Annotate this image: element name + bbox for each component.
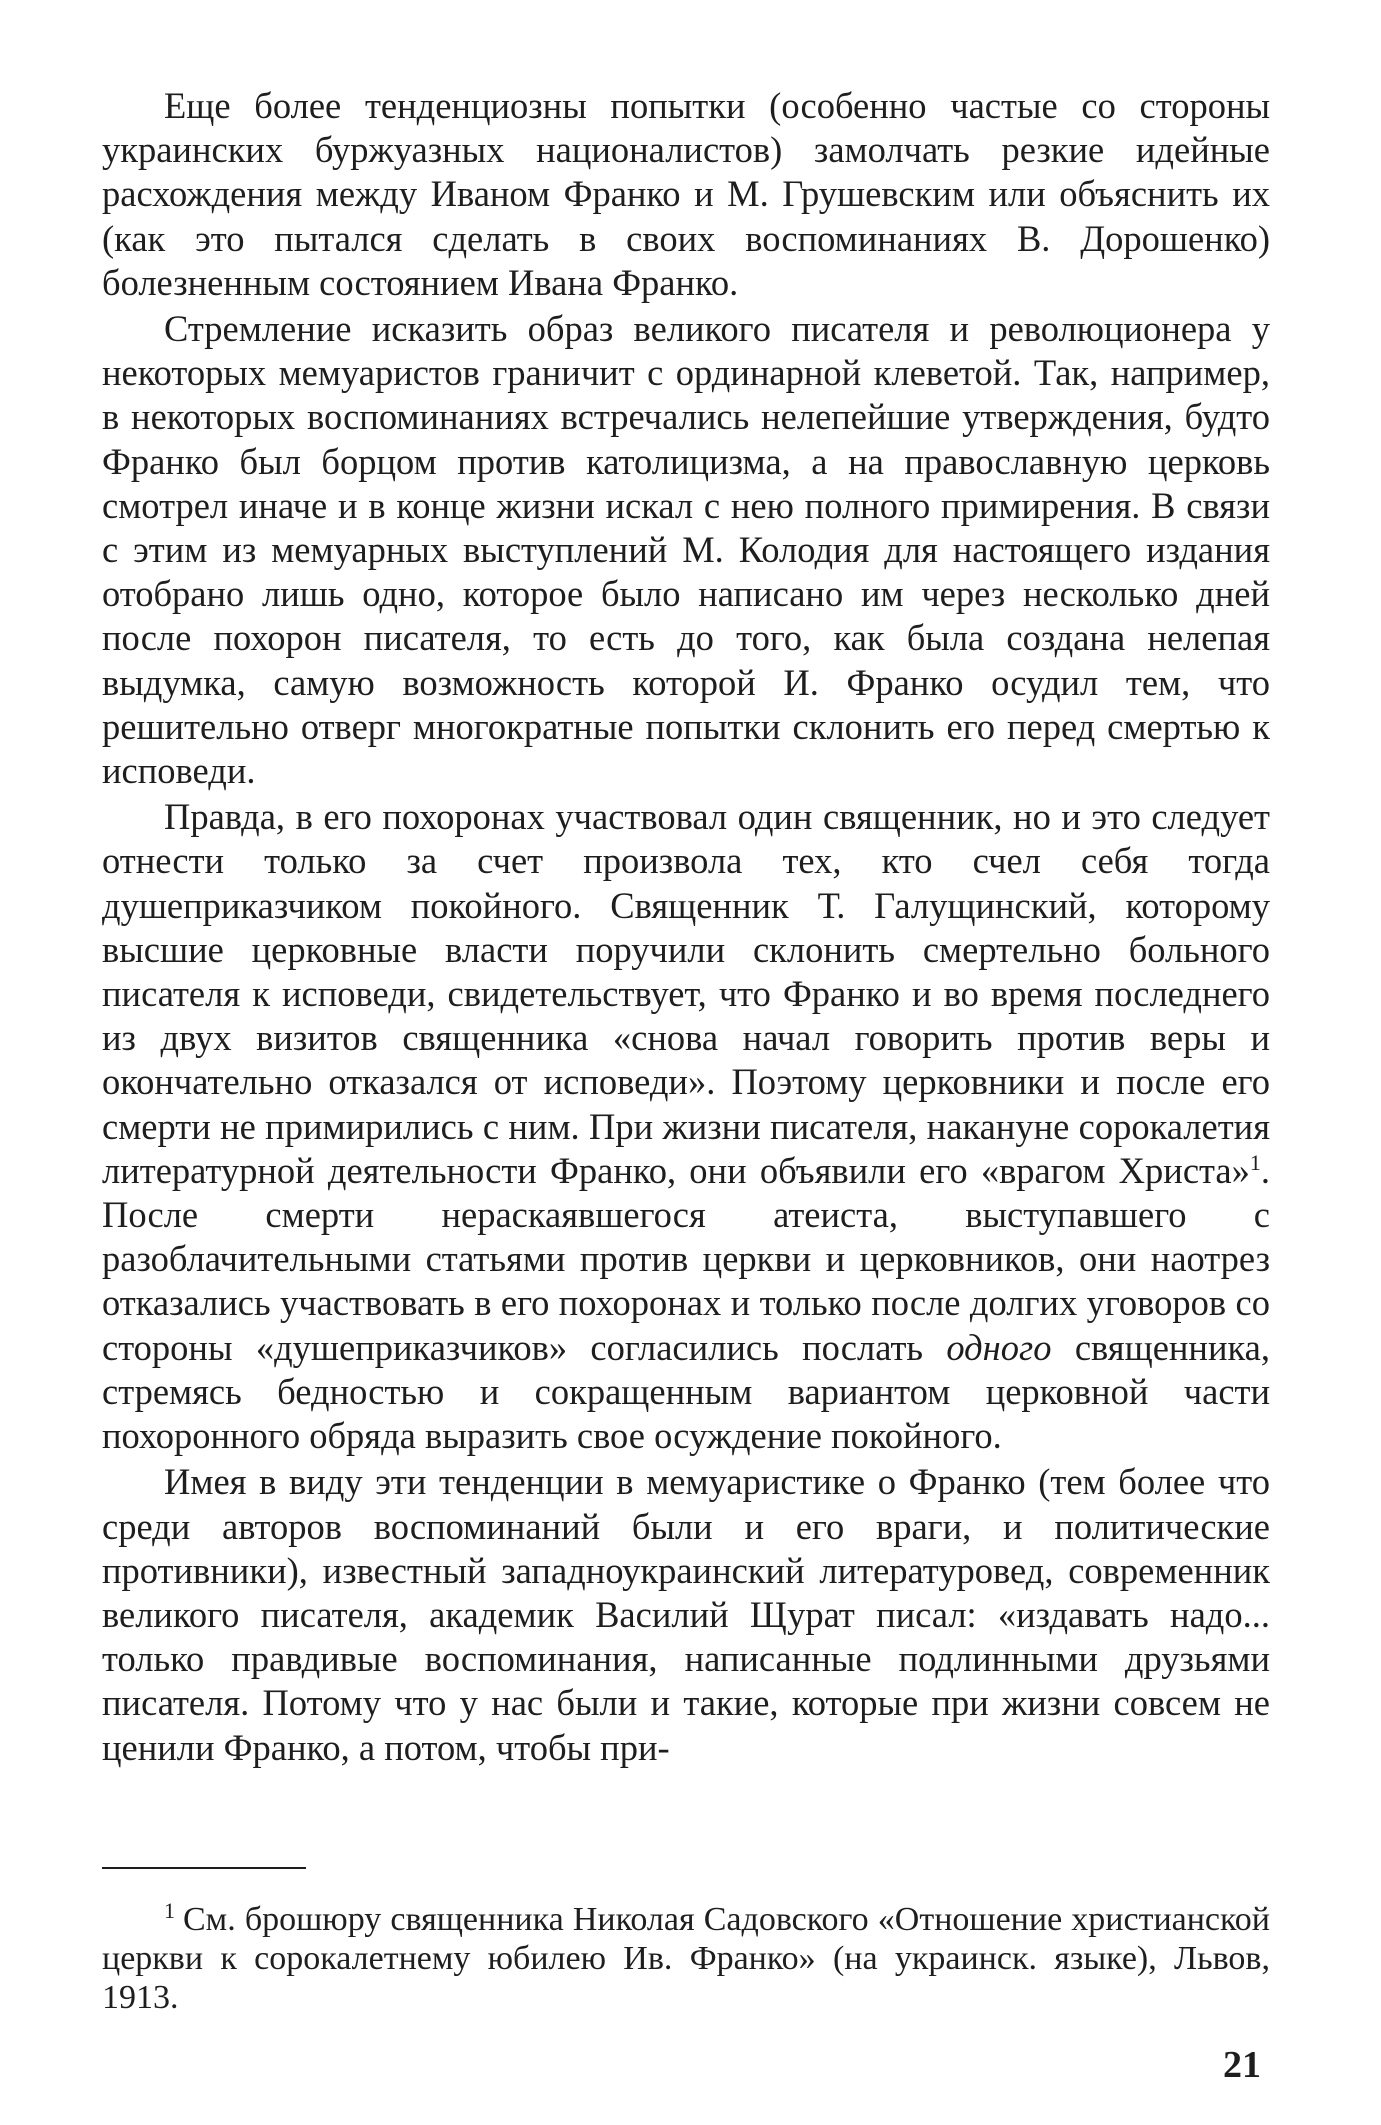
emphasized-text: одного (946, 1326, 1052, 1368)
paragraph (102, 307, 1270, 793)
paragraph-text: Стремление исказить образ великого писателя и революционера у некоторых мемуаристов граничит с ординарной клеветой. Так, например, в некоторых воспоминаниях встречались нелепейшие утверждения, будто Франко был борцом против католицизма, а на православную церковь смотрел иначе и в конце жизни искал с нею полного примирения. В связи с этим из мемуарных выступлений М. Колодия для настоящего издания отобрано лишь одно, которое было написано им через несколько дней после похорон писателя, то есть до того, как была создана нелепая выдумка, самую возможность которой И. Франко осудил тем, что решительно отверг многократные попытки склонить его перед смертью к исповеди. (102, 308, 1270, 792)
paragraph (102, 1460, 1270, 1769)
footnote-marker: 1 (164, 1897, 175, 1923)
page-body (102, 84, 1270, 1770)
paragraph (102, 84, 1270, 305)
paragraph-text: Имея в виду эти тенденции в мемуаристике о Франко (тем более что среди авторов воспоминаний были и его враги, и политические противники), известный западноукраинский литературовед, современник великого писателя, академик Василий Щурат писал: «издавать надо... только правдивые воспоминания, написанные подлинными друзьями писателя. Потому что у нас были и такие, которые при жизни совсем не ценили Франко, а потом, чтобы при- (102, 1461, 1270, 1768)
footnote-reference: 1 (1249, 1149, 1261, 1175)
paragraph-text: Еще более тенденциозны попытки (особенно частые со стороны украинских буржуазных националистов) замолчать резкие идейные расхождения между Иваном Франко и М. Грушевским или объяснить их (как это пытался сделать в своих воспоминаниях В. Дорошенко) болезненным состоянием Ивана Франко. (102, 85, 1270, 303)
paragraph-text: священника, стремясь бедностью и сокращенным вариантом церковной части похоронного обряда выразить свое осуждение покойного. (102, 1326, 1271, 1457)
footnote-text: См. брошюру священника Николая Садовского «Отношение христианской церкви к сорокалетнему юбилею Ив. Франко» (на украинск. языке), Львов, 1913. (102, 1901, 1270, 2016)
paragraph (102, 795, 1270, 1458)
footnote-divider (102, 1867, 306, 1869)
paragraph-text: . После смерти нераскаявшегося атеиста, выступавшего с разоблачительными статьями против церкви и церковников, они наотрез отказались участвовать в его похоронах и только после долгих уговоров со стороны «душеприказчиков» согласились послать (102, 1149, 1270, 1368)
paragraph-text: Правда, в его похоронах участвовал один священник, но и это следует отнести только за счет произвола тех, кто счел себя тогда душеприказчиком покойного. Священник Т. Галущинский, которому высшие церковные власти поручили склонить смертельно больного писателя к исповеди, свидетельствует, что Франко и во время последнего из двух визитов священника «снова начал говорить против веры и окончательно отказался от исповеди». Поэтому церковники и после его смерти не примирились с ним. При жизни писателя, накануне сорокалетия литературной деятельности Франко, они объявили его «врагом Христа» (102, 796, 1270, 1191)
page-number: 21 (1223, 2044, 1261, 2086)
footnote (102, 1897, 1270, 2017)
